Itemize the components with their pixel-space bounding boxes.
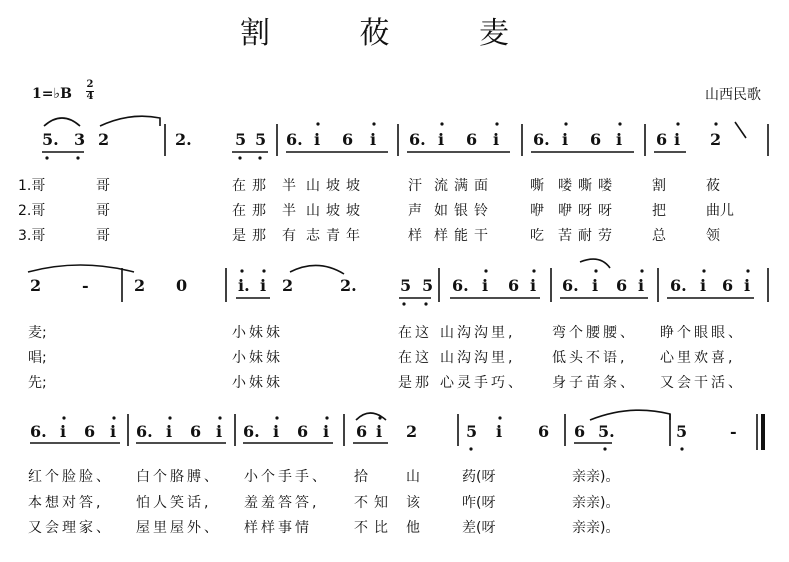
note: i (638, 276, 645, 295)
lyric: 不知 (354, 495, 394, 511)
lyric: 山 (406, 469, 420, 485)
note: 2 (30, 276, 42, 295)
lyric: 喽嘶喽 (558, 178, 618, 194)
lyric: 在那 (232, 178, 272, 194)
octave-dot (372, 122, 375, 125)
lyric: 割 (652, 178, 666, 194)
lyric: 小妹妹 (232, 375, 283, 391)
lyric: 哥 (96, 178, 110, 194)
note: - (82, 276, 89, 295)
lyric: 小妹妹 (232, 350, 283, 366)
octave-dot (702, 269, 705, 272)
lyric: 麦; (28, 325, 47, 341)
octave-dot (680, 447, 683, 450)
note: 5 (422, 276, 434, 295)
lyric: 嘶 (530, 178, 544, 194)
lyric: 山沟沟里, (440, 325, 516, 341)
note: 6. (243, 422, 260, 441)
note: 2 (98, 130, 110, 149)
octave-dot (240, 269, 243, 272)
lyric: 3.哥 (18, 228, 46, 244)
lyric: 羞羞答答, (244, 495, 320, 511)
note: i (562, 130, 569, 149)
note: 5 (235, 130, 247, 149)
note: i (323, 422, 330, 441)
slur (44, 118, 80, 126)
tie (100, 116, 160, 126)
note: 6. (136, 422, 153, 441)
note: i (674, 130, 681, 149)
tie (580, 259, 610, 268)
lyric: 唱; (28, 350, 47, 366)
octave-dot (112, 416, 115, 419)
note: i (273, 422, 280, 441)
octave-dot (76, 156, 79, 159)
note: 2 (134, 276, 146, 295)
note: 6. (30, 422, 47, 441)
octave-dot (62, 416, 65, 419)
note: 2 (282, 276, 294, 295)
lyric: 亲亲)。 (572, 469, 620, 485)
slur (356, 413, 386, 420)
note: 6. (533, 130, 550, 149)
note: i (370, 130, 377, 149)
note: i (260, 276, 267, 295)
note: i (592, 276, 599, 295)
note: i (700, 276, 707, 295)
lyric: 样能干 (434, 228, 494, 244)
note: 6 (574, 422, 586, 441)
lyric: 该 (406, 495, 420, 511)
lyric: 本想对答, (28, 495, 104, 511)
octave-dot (603, 447, 606, 450)
lyric: 流满面 (434, 178, 494, 194)
lyric: 有 (282, 228, 296, 244)
lyric: 在这 (398, 325, 432, 341)
octave-dot (424, 302, 427, 305)
octave-dot (484, 269, 487, 272)
lyric: 山坡坡 (306, 203, 366, 219)
note: 6 (84, 422, 96, 441)
note: 0 (176, 276, 188, 295)
lyric: 山坡坡 (306, 178, 366, 194)
lyric: 他 (406, 520, 420, 536)
note: 6. (562, 276, 579, 295)
note: 6 (538, 422, 550, 441)
lyric: 差(呀 (462, 520, 496, 536)
song-title: 割 莜 麦 (239, 16, 550, 51)
lyric: 小个手手、 (244, 469, 329, 485)
lyric: 吃 (530, 228, 544, 244)
octave-dot (402, 302, 405, 305)
lyric: 又会干活、 (660, 375, 745, 391)
lyric: 咿呀呀 (558, 203, 618, 219)
lyric: 半 (282, 203, 296, 219)
note: 6 (656, 130, 668, 149)
lyric: 2.哥 (18, 203, 46, 219)
tie (28, 265, 134, 272)
key-signature: 1=♭B (32, 86, 72, 102)
note: 6. (286, 130, 303, 149)
note: 5 (400, 276, 412, 295)
lyric: 哥 (96, 228, 110, 244)
note: 5. (42, 130, 59, 149)
note: i (482, 276, 489, 295)
octave-dot (45, 156, 48, 159)
octave-dot (495, 122, 498, 125)
breath-mark (735, 122, 746, 138)
lyric: 弯个腰腰、 (552, 325, 637, 341)
lyric: 汗 (408, 178, 422, 194)
note: i (496, 422, 503, 441)
note: 2. (175, 130, 192, 149)
lyric: 如银铃 (434, 203, 494, 219)
note: 5 (255, 130, 267, 149)
note: i (744, 276, 751, 295)
note: 6. (670, 276, 687, 295)
lyric: 咋(呀 (462, 495, 496, 511)
note: 6 (590, 130, 602, 149)
octave-dot (618, 122, 621, 125)
lyric: 又会理家、 (28, 520, 113, 536)
lyric: 莜 (706, 178, 720, 194)
lyric: 咿 (530, 203, 544, 219)
octave-dot (498, 416, 501, 419)
lyric: 哥 (96, 203, 110, 219)
lyric: 苦耐劳 (558, 228, 618, 244)
octave-dot (469, 447, 472, 450)
lyric: 心里欢喜, (660, 350, 736, 366)
lyric: 低头不语, (552, 350, 628, 366)
note: 2 (406, 422, 418, 441)
lyric: 是那 (232, 228, 272, 244)
lyric: 1.哥 (18, 178, 46, 194)
genre-label: 山西民歌 (705, 87, 761, 103)
note: i. (238, 276, 250, 295)
octave-dot (168, 416, 171, 419)
note: 5. (598, 422, 615, 441)
lyric: 领 (706, 228, 720, 244)
note: 6 (508, 276, 520, 295)
lyric: 不比 (354, 520, 394, 536)
octave-dot (440, 122, 443, 125)
octave-dot (325, 416, 328, 419)
note: 5 (676, 422, 688, 441)
lyric: 样样事情 (244, 520, 312, 536)
note: 6 (342, 130, 354, 149)
lyric: 声 (408, 203, 422, 219)
lyric: 红个脸脸、 (28, 469, 113, 485)
note: i (216, 422, 223, 441)
note: 5 (466, 422, 478, 441)
octave-dot (262, 269, 265, 272)
note: 2 (710, 130, 722, 149)
octave-dot (218, 416, 221, 419)
note: 6 (356, 422, 368, 441)
note: 6. (452, 276, 469, 295)
note: i (110, 422, 117, 441)
octave-dot (714, 122, 717, 125)
lyric: 先; (28, 375, 47, 391)
lyric: 屋里屋外、 (136, 520, 221, 536)
note: 2. (340, 276, 357, 295)
lyric: 半 (282, 178, 296, 194)
lyric: 睁个眼眼、 (660, 325, 745, 341)
note: 6 (190, 422, 202, 441)
lyric: 亲亲)。 (572, 495, 620, 511)
note: i (376, 422, 383, 441)
note: 3 (74, 130, 86, 149)
lyric: 总 (652, 228, 666, 244)
note: - (730, 422, 737, 441)
lyric: 曲儿 (706, 203, 734, 219)
octave-dot (594, 269, 597, 272)
lyric: 怕人笑话, (136, 495, 212, 511)
octave-dot (746, 269, 749, 272)
octave-dot (258, 156, 261, 159)
lyric: 是那 (398, 375, 432, 391)
octave-dot (640, 269, 643, 272)
octave-dot (378, 416, 381, 419)
note: i (60, 422, 67, 441)
octave-dot (532, 269, 535, 272)
octave-dot (316, 122, 319, 125)
time-signature-bottom: 4 (86, 91, 94, 102)
lyric: 山沟沟里, (440, 350, 516, 366)
octave-dot (564, 122, 567, 125)
note: 6 (722, 276, 734, 295)
lyric: 小妹妹 (232, 325, 283, 341)
octave-dot (676, 122, 679, 125)
lyric: 在那 (232, 203, 272, 219)
lyric: 身子苗条、 (552, 375, 637, 391)
note: i (530, 276, 537, 295)
lyric: 白个胳膊、 (136, 469, 221, 485)
tie (590, 410, 670, 420)
note: 6 (297, 422, 309, 441)
note: 6 (616, 276, 628, 295)
note: 6. (409, 130, 426, 149)
lyric: 拾 (354, 469, 374, 485)
octave-dot (275, 416, 278, 419)
slur (290, 265, 344, 274)
note: i (314, 130, 321, 149)
note: i (166, 422, 173, 441)
note: i (616, 130, 623, 149)
lyric: 心灵手巧、 (440, 375, 525, 391)
lyric: 亲亲)。 (572, 520, 620, 536)
note: 6 (466, 130, 478, 149)
note: i (493, 130, 500, 149)
lyric: 把 (652, 203, 666, 219)
lyric: 样 (408, 228, 422, 244)
lyric: 药(呀 (462, 469, 496, 485)
octave-dot (238, 156, 241, 159)
time-signature-top: 2 (86, 79, 94, 90)
lyric: 在这 (398, 350, 432, 366)
note: i (438, 130, 445, 149)
lyric: 志青年 (306, 228, 366, 244)
